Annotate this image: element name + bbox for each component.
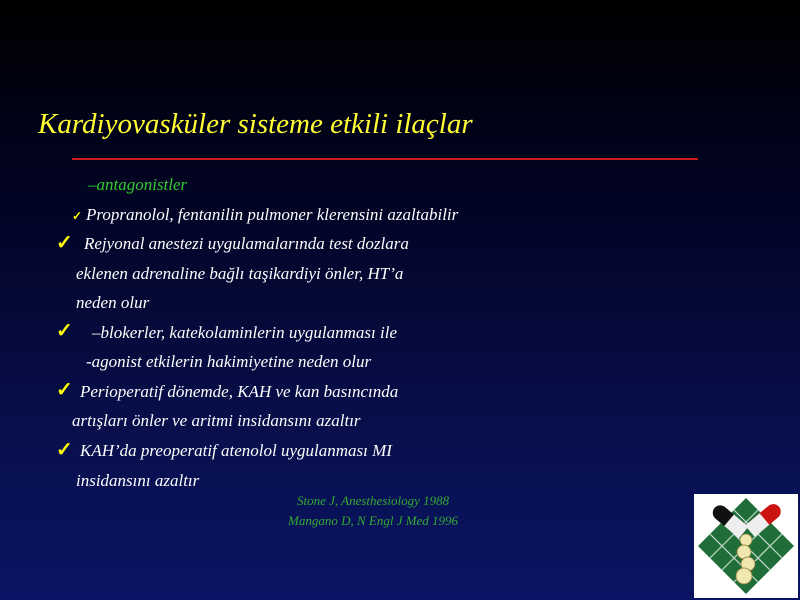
checkmark-icon: ✓ — [56, 320, 73, 342]
checkmark-icon: ✓ — [56, 232, 73, 254]
bullet-line-2-cont: eklenen adrenaline bağlı taşikardiyi önler, HT’a — [76, 264, 404, 283]
bullet-line-4-cont: artışları önler ve aritmi insidansını azaltır — [72, 411, 361, 430]
bullet-line-2: Rejyonal anestezi uygulamalarında test dozlara — [84, 234, 409, 253]
citation-2: Mangano D, N Engl J Med 1996 — [288, 513, 459, 528]
checkmark-icon: ✓ — [56, 439, 73, 461]
pill-capsule-logo-icon — [694, 494, 798, 598]
bullet-line-3: –blokerler, katekolaminlerin uygulanması ile — [92, 323, 397, 342]
bullet-line-3-cont: -agonist etkilerin hakimiyetine neden olur — [86, 352, 372, 371]
bullet-line-5-cont: insidansını azaltır — [76, 471, 200, 490]
slide-title: Kardiyovasküler sisteme etkili ilaçlar — [38, 108, 473, 140]
bullet-line-4: Perioperatif dönemde, KAH ve kan basıncında — [80, 382, 399, 401]
subheading: –antagonistler — [88, 175, 188, 194]
citation-1: Stone J, Anesthesiology 1988 — [297, 493, 450, 508]
bullet-line-1: Propranolol, fentanilin pulmoner klerensini azaltabilir — [86, 205, 459, 224]
bullet-line-2-cont: neden olur — [76, 293, 150, 312]
title-divider — [72, 158, 698, 160]
checkmark-icon: ✓ — [56, 379, 73, 401]
bullet-line-5: KAH’da preoperatif atenolol uygulanması MI — [80, 441, 392, 460]
checkmark-icon: ✓ — [72, 209, 83, 223]
